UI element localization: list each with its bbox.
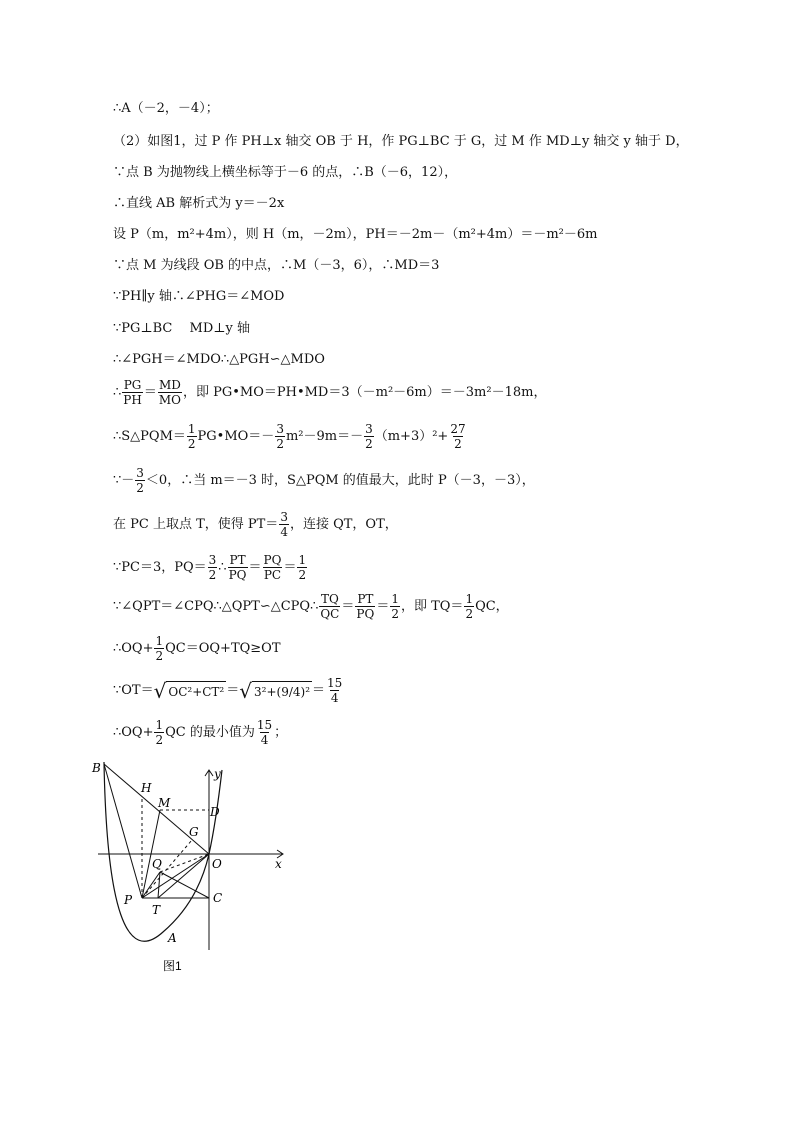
fraction — [228, 553, 248, 582]
denominator: 2 — [136, 481, 144, 495]
text: ∴ — [113, 384, 122, 400]
denominator: 2 — [298, 568, 307, 582]
radicand: 3²+(9/4)² — [252, 681, 312, 701]
square-root — [153, 678, 227, 703]
line-QO — [160, 854, 209, 872]
text: （m+3）²+ — [374, 428, 449, 444]
numerator: 1 — [298, 553, 307, 567]
fraction — [464, 592, 474, 621]
numerator: 1 — [155, 634, 164, 648]
text: ＝ — [143, 384, 157, 400]
solution-line-6: ∵点 M 为线段 OB 的中点，∴M（－3，6），∴MD＝3 — [113, 258, 440, 273]
solution-line-9: ∴∠PGH＝∠MDO∴△PGH∽△MDO — [113, 352, 325, 367]
text: ＝ — [283, 559, 297, 575]
fraction — [154, 634, 164, 663]
denominator: 2 — [155, 733, 164, 747]
text: ＝ — [312, 682, 326, 698]
label-A: A — [168, 931, 177, 945]
denominator: 2 — [365, 437, 373, 451]
label-y: y — [214, 767, 221, 781]
fraction — [449, 422, 466, 451]
denominator: 2 — [187, 437, 196, 451]
label-M: M — [158, 796, 171, 810]
fraction — [263, 553, 283, 582]
numerator: PT — [229, 553, 246, 567]
text: ∴OQ+ — [113, 640, 154, 656]
label-G: G — [189, 825, 199, 839]
text: m²－9m＝－ — [285, 428, 364, 444]
label-x: x — [275, 857, 282, 871]
fraction — [319, 592, 340, 621]
fraction — [364, 422, 374, 451]
label-O: O — [212, 857, 222, 871]
text: QC， — [475, 598, 509, 614]
line-QC — [160, 872, 209, 898]
numerator: 3 — [136, 466, 144, 480]
solution-line-7: ∵PH∥y 轴∴∠PHG＝∠MOD — [113, 289, 285, 304]
denominator: 2 — [155, 649, 164, 663]
parabola — [104, 762, 222, 941]
text: ＝ — [226, 682, 240, 698]
numerator: 27 — [450, 422, 466, 436]
fraction — [135, 466, 145, 495]
solution-line-15 — [113, 592, 509, 621]
solution-line-16 — [113, 634, 281, 663]
label-Q: Q — [152, 857, 162, 871]
denominator: 2 — [391, 607, 399, 621]
fraction — [279, 510, 289, 539]
numerator: 15 — [327, 676, 343, 690]
fraction — [122, 378, 143, 407]
line-BP — [104, 764, 142, 898]
label-T: T — [152, 903, 161, 917]
solution-line-11 — [113, 422, 468, 451]
denominator: 2 — [454, 437, 462, 451]
fraction — [158, 378, 182, 407]
solution-line-14 — [113, 553, 308, 582]
numerator: 1 — [155, 718, 164, 732]
denominator: QC — [320, 607, 340, 621]
line-TO — [158, 854, 209, 898]
solution-line-5: 设 P（m，m²+4m），则 H（m，－2m），PH＝－2m－（m²+4m）＝－m²－6m — [113, 227, 598, 242]
solution-line-3: ∵点 B 为抛物线上横坐标等于－6 的点，∴B（－6，12）， — [113, 165, 458, 180]
solution-line-4: ∴直线 AB 解析式为 y＝－2x — [113, 196, 285, 211]
numerator: TQ — [320, 592, 339, 606]
text: ＝ — [248, 559, 262, 575]
fraction — [297, 553, 307, 582]
label-H: H — [141, 781, 152, 795]
denominator: 4 — [280, 525, 288, 539]
line-QT — [158, 872, 160, 898]
radical-sign: √ — [153, 678, 167, 703]
text: ∴S△PQM＝ — [113, 428, 186, 444]
label-C: C — [213, 891, 223, 905]
fraction — [275, 422, 285, 451]
fraction — [355, 592, 375, 621]
text: ，即 PG•MO＝PH•MD＝3（－m²－6m）＝－3m²－18m， — [182, 384, 547, 400]
numerator: 3 — [208, 553, 217, 567]
numerator: PG — [123, 378, 142, 392]
text: ∵∠QPT＝∠CPQ∴△QPT∽△CPQ∴ — [113, 598, 319, 614]
text: ＜0，∴当 m＝－3 时，S△PQM 的值最大，此时 P（－3，－3）， — [145, 472, 535, 488]
solution-line-17 — [113, 676, 344, 705]
numerator: 3 — [276, 422, 284, 436]
denominator: PQ — [228, 568, 247, 582]
denominator: 2 — [276, 437, 284, 451]
text: ∵PC＝3，PQ＝ — [113, 559, 207, 575]
text: PG•MO＝－ — [197, 428, 275, 444]
line-BO — [104, 764, 209, 854]
solution-line-1: ∴A（－2，－4）； — [113, 101, 219, 116]
solution-line-10 — [113, 378, 546, 407]
solution-line-12 — [113, 466, 535, 495]
solution-line-13 — [113, 510, 398, 539]
text: QC 的最小值为 — [165, 724, 255, 740]
figure-caption: 图1 — [163, 959, 182, 973]
text: ∴ — [218, 559, 227, 575]
numerator: 1 — [391, 592, 399, 606]
solution-line-8: ∵PG⊥BC MD⊥y 轴 — [113, 321, 250, 336]
label-D: D — [210, 805, 220, 819]
numerator: 15 — [256, 718, 273, 732]
text: ＝ — [376, 598, 390, 614]
solution-line-2: （2）如图1，过 P 作 PH⊥x 轴交 OB 于 H，作 PG⊥BC 于 G，过 M 作 MD⊥y 轴交 y 轴于 D， — [113, 134, 689, 149]
fraction — [256, 718, 273, 747]
fraction — [390, 592, 400, 621]
fraction — [187, 422, 197, 451]
numerator: PT — [357, 592, 374, 606]
solution-line-18 — [113, 718, 287, 747]
label-P: P — [124, 893, 133, 907]
text: ∵OT＝ — [113, 682, 154, 698]
square-root — [239, 678, 312, 703]
numerator: 3 — [280, 510, 288, 524]
numerator: PQ — [263, 553, 282, 567]
geometry-figure-1 — [88, 752, 298, 982]
text: QC＝OQ+TQ≥OT — [165, 640, 281, 656]
text: ，连接 QT，OT， — [289, 516, 398, 532]
text: ∵－ — [113, 472, 135, 488]
denominator: 2 — [208, 568, 217, 582]
radical-sign: √ — [239, 678, 253, 703]
label-B: B — [92, 761, 101, 775]
text: ，即 TQ＝ — [400, 598, 464, 614]
fraction — [208, 553, 218, 582]
text: ； — [274, 724, 288, 740]
denominator: PQ — [356, 607, 375, 621]
fraction — [154, 718, 164, 747]
text: 在 PC 上取点 T，使得 PT＝ — [113, 516, 279, 532]
text: ＝ — [341, 598, 355, 614]
denominator: 2 — [465, 607, 474, 621]
numerator: 1 — [187, 422, 196, 436]
fraction — [326, 676, 343, 705]
denominator: MO — [158, 393, 181, 407]
numerator: 3 — [365, 422, 373, 436]
denominator: 4 — [260, 733, 269, 747]
numerator: 1 — [465, 592, 474, 606]
radicand: OC²+CT² — [166, 681, 226, 701]
denominator: 4 — [330, 691, 339, 705]
text: ∴OQ+ — [113, 724, 154, 740]
numerator: MD — [158, 378, 181, 392]
denominator: PH — [123, 393, 142, 407]
denominator: PC — [263, 568, 282, 582]
